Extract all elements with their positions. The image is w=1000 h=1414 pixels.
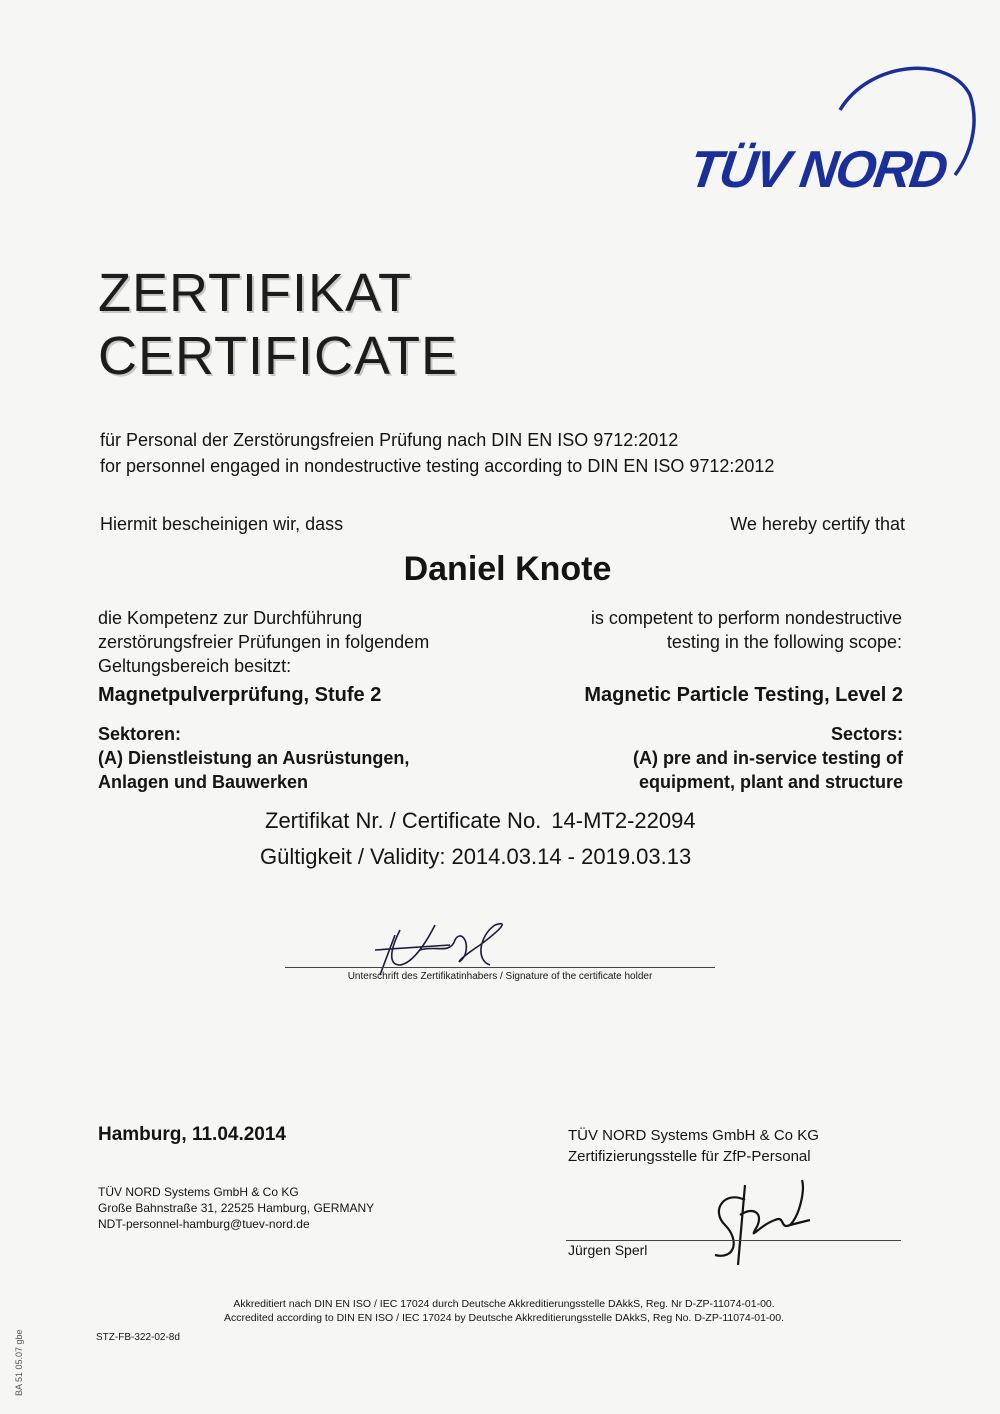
sectors-english bbox=[483, 722, 903, 794]
scope-english: for personnel engaged in nondestructive testing according to DIN EN ISO 9712:2012 bbox=[100, 456, 775, 476]
sector-line: Sektoren: bbox=[98, 724, 182, 744]
title-english: CERTIFICATE bbox=[98, 326, 459, 386]
certify-german: Hiermit bescheinigen wir, dass bbox=[100, 514, 344, 534]
competence-line: Geltungsbereich besitzt: bbox=[98, 656, 292, 676]
method-english: Magnetic Particle Testing, Level 2 bbox=[584, 684, 903, 706]
competence-line: testing in the following scope: bbox=[666, 632, 902, 652]
certificate-number-value: 14-MT2-22094 bbox=[551, 808, 696, 833]
issuer-block bbox=[568, 1125, 819, 1167]
sector-line: equipment, plant and structure bbox=[638, 772, 903, 792]
validity-label: Gültigkeit / Validity: bbox=[260, 844, 446, 869]
sector-line: Sectors: bbox=[830, 724, 903, 744]
tuv-nord-logo: TÜV NORD bbox=[685, 141, 950, 199]
issuer-company: TÜV NORD Systems GmbH & Co KG bbox=[568, 1127, 819, 1144]
sector-line: (A) pre and in-service testing of bbox=[632, 748, 903, 768]
address-block bbox=[98, 1184, 374, 1232]
accreditation-german: Akkreditiert nach DIN EN ISO / IEC 17024 durch Deutsche Akkreditierungsstelle DAkkS, Reg. Nr D-ZP-11074-01-00. bbox=[233, 1298, 775, 1310]
sectors-german bbox=[98, 722, 518, 794]
place-date: Hamburg, 11.04.2014 bbox=[98, 1124, 286, 1145]
holder-name: Daniel Knote bbox=[403, 550, 612, 588]
title-german: ZERTIFIKAT bbox=[98, 263, 413, 323]
certify-english: We hereby certify that bbox=[730, 514, 905, 534]
certificate-number bbox=[265, 808, 696, 834]
competence-line: zerstörungsfreier Prüfungen in folgendem bbox=[98, 632, 430, 652]
validity-value: 2014.03.14 - 2019.03.13 bbox=[451, 844, 692, 869]
address-line: Große Bahnstraße 31, 22525 Hamburg, GERMANY bbox=[98, 1201, 375, 1215]
side-code: BA 51 05.07 gbe bbox=[14, 1329, 24, 1396]
competence-english bbox=[502, 606, 902, 654]
competence-german bbox=[98, 606, 518, 678]
method-german: Magnetpulverprüfung, Stufe 2 bbox=[98, 684, 382, 706]
address-line: TÜV NORD Systems GmbH & Co KG bbox=[98, 1185, 299, 1199]
issuer-body: Zertifizierungsstelle für ZfP-Personal bbox=[568, 1148, 811, 1165]
certificate-number-label: Zertifikat Nr. / Certificate No. bbox=[265, 808, 542, 833]
sector-line: Anlagen und Bauwerken bbox=[98, 772, 309, 792]
form-number: STZ-FB-322-02-8d bbox=[96, 1332, 180, 1343]
sector-line: (A) Dienstleistung an Ausrüstungen, bbox=[98, 748, 410, 768]
holder-signature-caption: Unterschrift des Zertifikatinhabers / Signature of the certificate holder bbox=[347, 971, 653, 982]
signer-name: Jürgen Sperl bbox=[568, 1242, 648, 1258]
scope-german: für Personal der Zerstörungsfreien Prüfung nach DIN EN ISO 9712:2012 bbox=[100, 430, 679, 450]
accreditation-note bbox=[0, 1297, 1000, 1325]
validity bbox=[260, 844, 691, 870]
issuer-signature bbox=[690, 1170, 830, 1270]
holder-signature-line bbox=[285, 967, 715, 968]
competence-line: die Kompetenz zur Durchführung bbox=[98, 608, 363, 628]
address-email: NDT-personnel-hamburg@tuev-nord.de bbox=[98, 1217, 310, 1231]
issuer-signature-line bbox=[566, 1240, 901, 1241]
competence-line: is competent to perform nondestructive bbox=[590, 608, 902, 628]
accreditation-english: Accredited according to DIN EN ISO / IEC 17024 by Deutsche Akkreditierungsstelle DAkkS, Reg No. D-ZP-11074-01-00. bbox=[223, 1312, 785, 1324]
